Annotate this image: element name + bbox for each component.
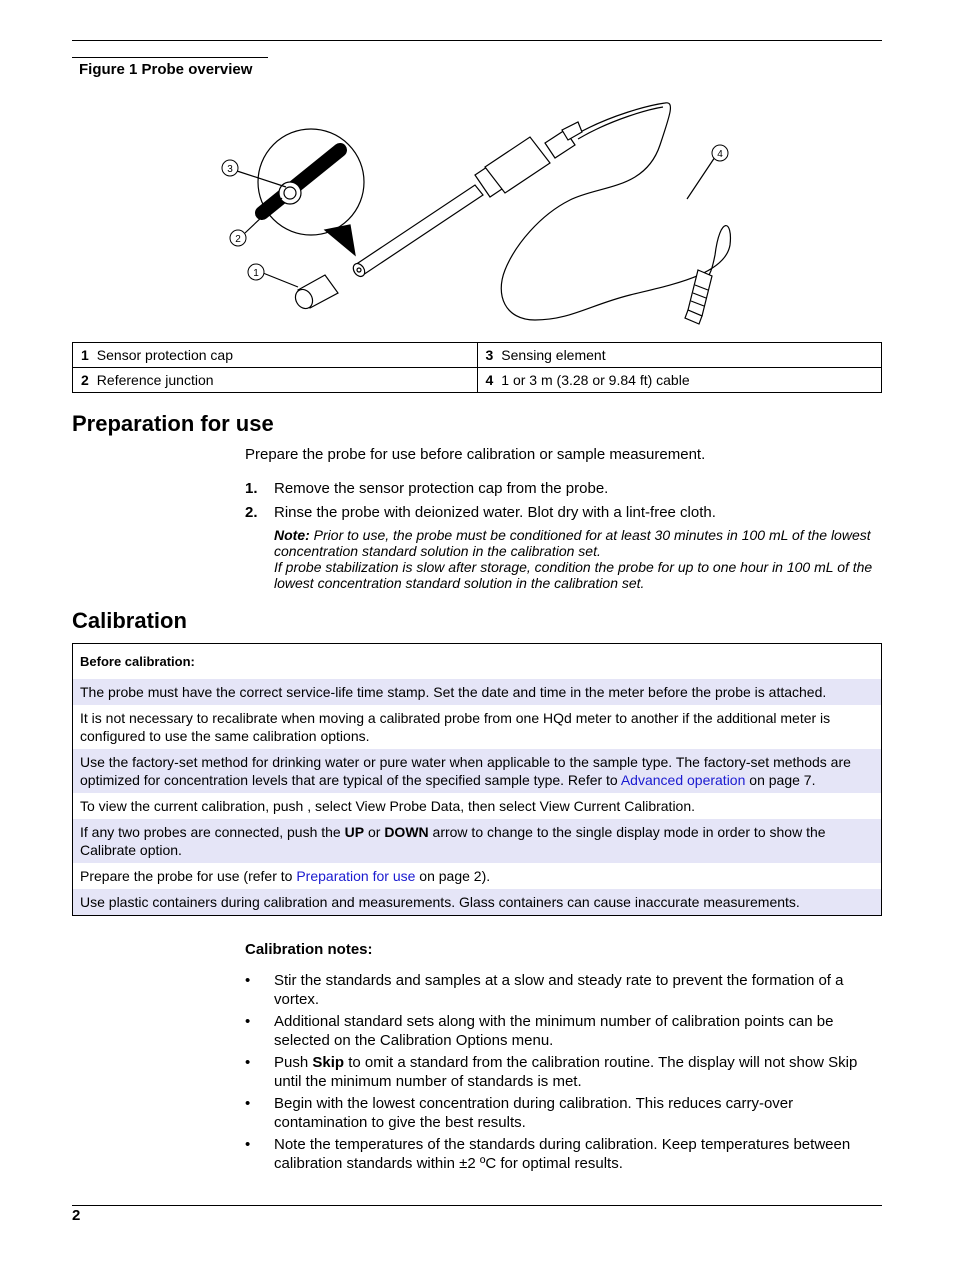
probe-overview-illustration xyxy=(190,95,765,335)
svg-text:3: 3 xyxy=(227,164,233,175)
legend-cell: 4 1 or 3 m (3.28 or 9.84 ft) cable xyxy=(477,368,882,393)
page-number: 2 xyxy=(72,1207,81,1224)
probe-body xyxy=(351,122,582,279)
table-row: Use the factory-set method for drinking water or pure water when applicable to the sample type. The factory-set methods are optimized for concentration levels that are typical of the specified sample type. Refer to Advanced operation on page 7. xyxy=(73,749,882,793)
calibration-notes-title: Calibration notes: xyxy=(245,941,373,958)
figure-legend-table xyxy=(72,342,882,393)
figure-title: Figure 1 Probe overview xyxy=(79,61,253,78)
table-row: The probe must have the correct service-life time stamp. Set the date and time in the meter before the probe is attached. xyxy=(73,679,882,705)
list-item: • Begin with the lowest concentration during calibration. This reduces carry-over contamination to give the best results. xyxy=(245,1095,794,1131)
svg-text:4: 4 xyxy=(717,149,723,160)
callout-4 xyxy=(712,145,728,161)
callout-2 xyxy=(230,230,246,246)
table-row: Prepare the probe for use (refer to Preparation for use on page 2). xyxy=(73,863,882,889)
svg-text:1: 1 xyxy=(253,268,259,279)
calibration-notes-list xyxy=(245,971,875,1176)
svg-text:2: 2 xyxy=(235,234,241,245)
callout-3 xyxy=(222,160,238,176)
sensor-protection-cap xyxy=(292,275,338,312)
list-item: • Push Skip to omit a standard from the calibration routine. The display will not show Skip until the minimum number of standards is met. xyxy=(245,1054,858,1090)
sensor-detail-magnifier xyxy=(258,129,364,255)
preparation-heading: Preparation for use xyxy=(72,411,274,436)
calibration-heading: Calibration xyxy=(72,608,187,633)
list-item: • Note the temperatures of the standards during calibration. Keep temperatures between calibration standards within ±2 ºC for optimal results. xyxy=(245,1136,851,1172)
table-row: To view the current calibration, push , select View Probe Data, then select View Current Calibration. xyxy=(73,793,882,819)
preparation-intro: Prepare the probe for use before calibration or sample measurement. xyxy=(245,446,706,463)
legend-cell: 2 Reference junction xyxy=(73,368,478,393)
legend-cell: 3 Sensing element xyxy=(477,343,882,368)
list-item: • Additional standard sets along with the minimum number of calibration points can be selected on the Calibration Options menu. xyxy=(245,1013,834,1049)
cable-connector xyxy=(685,270,712,324)
advanced-operation-link[interactable]: Advanced operation xyxy=(620,772,746,788)
footer-rule xyxy=(72,1205,882,1206)
table-row: It is not necessary to recalibrate when moving a calibrated probe from one HQd meter to another if the additional meter is configured to use the same calibration options. xyxy=(73,705,882,749)
list-item: • Stir the standards and samples at a slow and steady rate to prevent the formation of a vortex. xyxy=(245,972,844,1008)
figure-title-rule xyxy=(72,57,268,58)
table-row: If any two probes are connected, push the UP or DOWN arrow to change to the single display mode in order to show the Calibrate option. xyxy=(73,819,882,863)
callout-1 xyxy=(248,264,264,280)
legend-row xyxy=(73,343,882,368)
legend-row xyxy=(73,368,882,393)
conditioning-note: Note: Prior to use, the probe must be conditioned for at least 30 minutes in 100 mL of the lowest concentration standard solution in the calibration set. If probe stabilization is slow after storage, condition the probe for up to one hour in 100 mL of the lowest concentration standard solution in the calibration set. xyxy=(274,527,873,591)
table-row: Use plastic containers during calibration and measurements. Glass containers can cause inaccurate measurements. xyxy=(73,889,882,916)
table-header-row: Before calibration: xyxy=(73,644,882,680)
legend-cell: 1 Sensor protection cap xyxy=(73,343,478,368)
header-rule xyxy=(72,40,882,41)
before-calibration-table xyxy=(72,643,882,916)
preparation-for-use-link[interactable]: Preparation for use xyxy=(296,868,416,884)
